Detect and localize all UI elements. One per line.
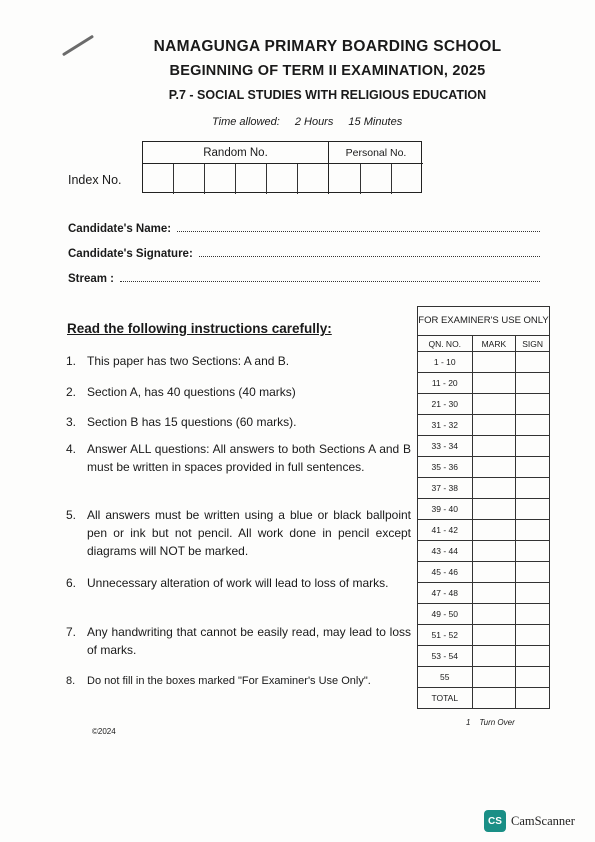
candidate-signature-field[interactable] bbox=[68, 248, 540, 260]
table-row bbox=[418, 646, 550, 667]
instruction-item: 5. All answers must be written using a blue or black ballpoint pen or ink but not pencil. All work done in pencil except diagrams will NOT be marked. bbox=[66, 508, 411, 558]
examiner-table bbox=[417, 306, 550, 709]
random-number-header: Random No. bbox=[143, 142, 329, 164]
question-range: 37 - 38 bbox=[418, 478, 473, 499]
sign-cell[interactable] bbox=[516, 667, 550, 688]
camscanner-name: CamScanner bbox=[511, 813, 575, 828]
mark-cell[interactable] bbox=[472, 583, 516, 604]
question-range: 43 - 44 bbox=[418, 541, 473, 562]
sign-cell[interactable] bbox=[516, 394, 550, 415]
question-range: 49 - 50 bbox=[418, 604, 473, 625]
question-range: 11 - 20 bbox=[418, 373, 473, 394]
candidate-signature-line[interactable] bbox=[199, 256, 540, 257]
examiner-table-title: FOR EXAMINER'S USE ONLY bbox=[418, 307, 550, 336]
time-minutes: 15 Minutes bbox=[348, 116, 403, 128]
page-number: 1 bbox=[466, 718, 471, 727]
question-range: 1 - 10 bbox=[418, 352, 473, 373]
mark-cell[interactable] bbox=[472, 478, 516, 499]
instruction-item: 6. Unnecessary alteration of work will lead to loss of marks. bbox=[66, 576, 389, 590]
mark-cell[interactable] bbox=[472, 604, 516, 625]
mark-cell[interactable] bbox=[472, 457, 516, 478]
sign-cell[interactable] bbox=[516, 562, 550, 583]
mark-cell[interactable] bbox=[472, 625, 516, 646]
instructions-heading: Read the following instructions carefully: bbox=[67, 321, 332, 336]
time-allowed bbox=[212, 116, 414, 128]
mark-cell[interactable] bbox=[472, 667, 516, 688]
time-label: Time allowed: bbox=[212, 116, 280, 128]
index-number-label: Index No. bbox=[68, 173, 122, 187]
question-range: 35 - 36 bbox=[418, 457, 473, 478]
question-range: 51 - 52 bbox=[418, 625, 473, 646]
table-row bbox=[418, 478, 550, 499]
sign-cell[interactable] bbox=[516, 373, 550, 394]
random-number-cell[interactable] bbox=[205, 164, 236, 194]
random-number-cell[interactable] bbox=[298, 164, 328, 194]
table-row bbox=[418, 520, 550, 541]
question-range: TOTAL bbox=[418, 688, 473, 709]
table-row bbox=[418, 457, 550, 478]
random-number-cell[interactable] bbox=[236, 164, 267, 194]
sign-cell[interactable] bbox=[516, 541, 550, 562]
stream-field[interactable] bbox=[68, 273, 540, 285]
random-number-cell[interactable] bbox=[174, 164, 205, 194]
personal-number-cell[interactable] bbox=[361, 164, 393, 194]
mark-cell[interactable] bbox=[472, 520, 516, 541]
instruction-item: 8. Do not fill in the boxes marked "For Examiner's Use Only". bbox=[66, 675, 371, 687]
index-number-box bbox=[142, 141, 422, 193]
random-number-cell[interactable] bbox=[143, 164, 174, 194]
question-range: 33 - 34 bbox=[418, 436, 473, 457]
question-range: 55 bbox=[418, 667, 473, 688]
table-row bbox=[418, 667, 550, 688]
candidate-name-field[interactable] bbox=[68, 223, 540, 235]
instruction-item: 4. Answer ALL questions: All answers to both Sections A and B must be written in spaces provided in full sentences. bbox=[66, 442, 411, 474]
mark-cell[interactable] bbox=[472, 352, 516, 373]
instruction-item: 1. This paper has two Sections: A and B. bbox=[66, 354, 290, 368]
question-range: 21 - 30 bbox=[418, 394, 473, 415]
question-range: 39 - 40 bbox=[418, 499, 473, 520]
column-sign: SIGN bbox=[516, 336, 550, 352]
personal-number-cells bbox=[329, 164, 423, 194]
table-row bbox=[418, 604, 550, 625]
turn-over bbox=[466, 718, 515, 727]
sign-cell[interactable] bbox=[516, 499, 550, 520]
column-qn: QN. NO. bbox=[418, 336, 473, 352]
mark-cell[interactable] bbox=[472, 436, 516, 457]
sign-cell[interactable] bbox=[516, 520, 550, 541]
table-row bbox=[418, 373, 550, 394]
sign-cell[interactable] bbox=[516, 436, 550, 457]
instruction-item: 3. Section B has 15 questions (60 marks). bbox=[66, 415, 297, 429]
table-row bbox=[418, 499, 550, 520]
personal-number-cell[interactable] bbox=[392, 164, 423, 194]
sign-cell[interactable] bbox=[516, 583, 550, 604]
subject-title: P.7 - SOCIAL STUDIES WITH RELIGIOUS EDUCATION bbox=[168, 88, 487, 102]
mark-cell[interactable] bbox=[472, 541, 516, 562]
stream-line[interactable] bbox=[120, 281, 540, 282]
exam-title: BEGINNING OF TERM II EXAMINATION, 2025 bbox=[169, 63, 486, 79]
table-row bbox=[418, 541, 550, 562]
sign-cell[interactable] bbox=[516, 457, 550, 478]
table-row bbox=[418, 352, 550, 373]
sign-cell[interactable] bbox=[516, 625, 550, 646]
school-name: NAMAGUNGA PRIMARY BOARDING SCHOOL bbox=[153, 38, 502, 55]
column-mark: MARK bbox=[472, 336, 516, 352]
candidate-name-line[interactable] bbox=[177, 231, 540, 232]
sign-cell[interactable] bbox=[516, 688, 550, 709]
table-row bbox=[418, 394, 550, 415]
mark-cell[interactable] bbox=[472, 646, 516, 667]
personal-number-header: Personal No. bbox=[329, 142, 423, 164]
question-range: 41 - 42 bbox=[418, 520, 473, 541]
table-row bbox=[418, 415, 550, 436]
sign-cell[interactable] bbox=[516, 415, 550, 436]
mark-cell[interactable] bbox=[472, 688, 516, 709]
personal-number-cell[interactable] bbox=[329, 164, 361, 194]
table-row bbox=[418, 625, 550, 646]
random-number-cell[interactable] bbox=[267, 164, 298, 194]
copyright: ©2024 bbox=[92, 727, 116, 736]
instruction-item: 7. Any handwriting that cannot be easily read, may lead to loss of marks. bbox=[66, 625, 411, 657]
mark-cell[interactable] bbox=[472, 499, 516, 520]
time-hours: 2 Hours bbox=[294, 116, 334, 128]
camscanner-logo-icon: CS bbox=[484, 810, 506, 832]
mark-cell[interactable] bbox=[472, 394, 516, 415]
question-range: 47 - 48 bbox=[418, 583, 473, 604]
stream-label: Stream : bbox=[68, 273, 115, 285]
sign-cell[interactable] bbox=[516, 646, 550, 667]
mark-cell[interactable] bbox=[472, 415, 516, 436]
table-row bbox=[418, 562, 550, 583]
camscanner-watermark bbox=[484, 810, 575, 832]
sign-cell[interactable] bbox=[516, 352, 550, 373]
candidate-name-label: Candidate's Name: bbox=[68, 223, 172, 235]
turn-over-label: Turn Over bbox=[479, 718, 515, 727]
mark-cell[interactable] bbox=[472, 373, 516, 394]
random-number-cells bbox=[143, 164, 329, 194]
sign-cell[interactable] bbox=[516, 478, 550, 499]
table-row bbox=[418, 688, 550, 709]
table-row bbox=[418, 583, 550, 604]
mark-cell[interactable] bbox=[472, 562, 516, 583]
question-range: 53 - 54 bbox=[418, 646, 473, 667]
sign-cell[interactable] bbox=[516, 604, 550, 625]
candidate-signature-label: Candidate's Signature: bbox=[68, 248, 193, 260]
table-row bbox=[418, 436, 550, 457]
question-range: 31 - 32 bbox=[418, 415, 473, 436]
instruction-item: 2. Section A, has 40 questions (40 marks) bbox=[66, 385, 296, 399]
question-range: 45 - 46 bbox=[418, 562, 473, 583]
